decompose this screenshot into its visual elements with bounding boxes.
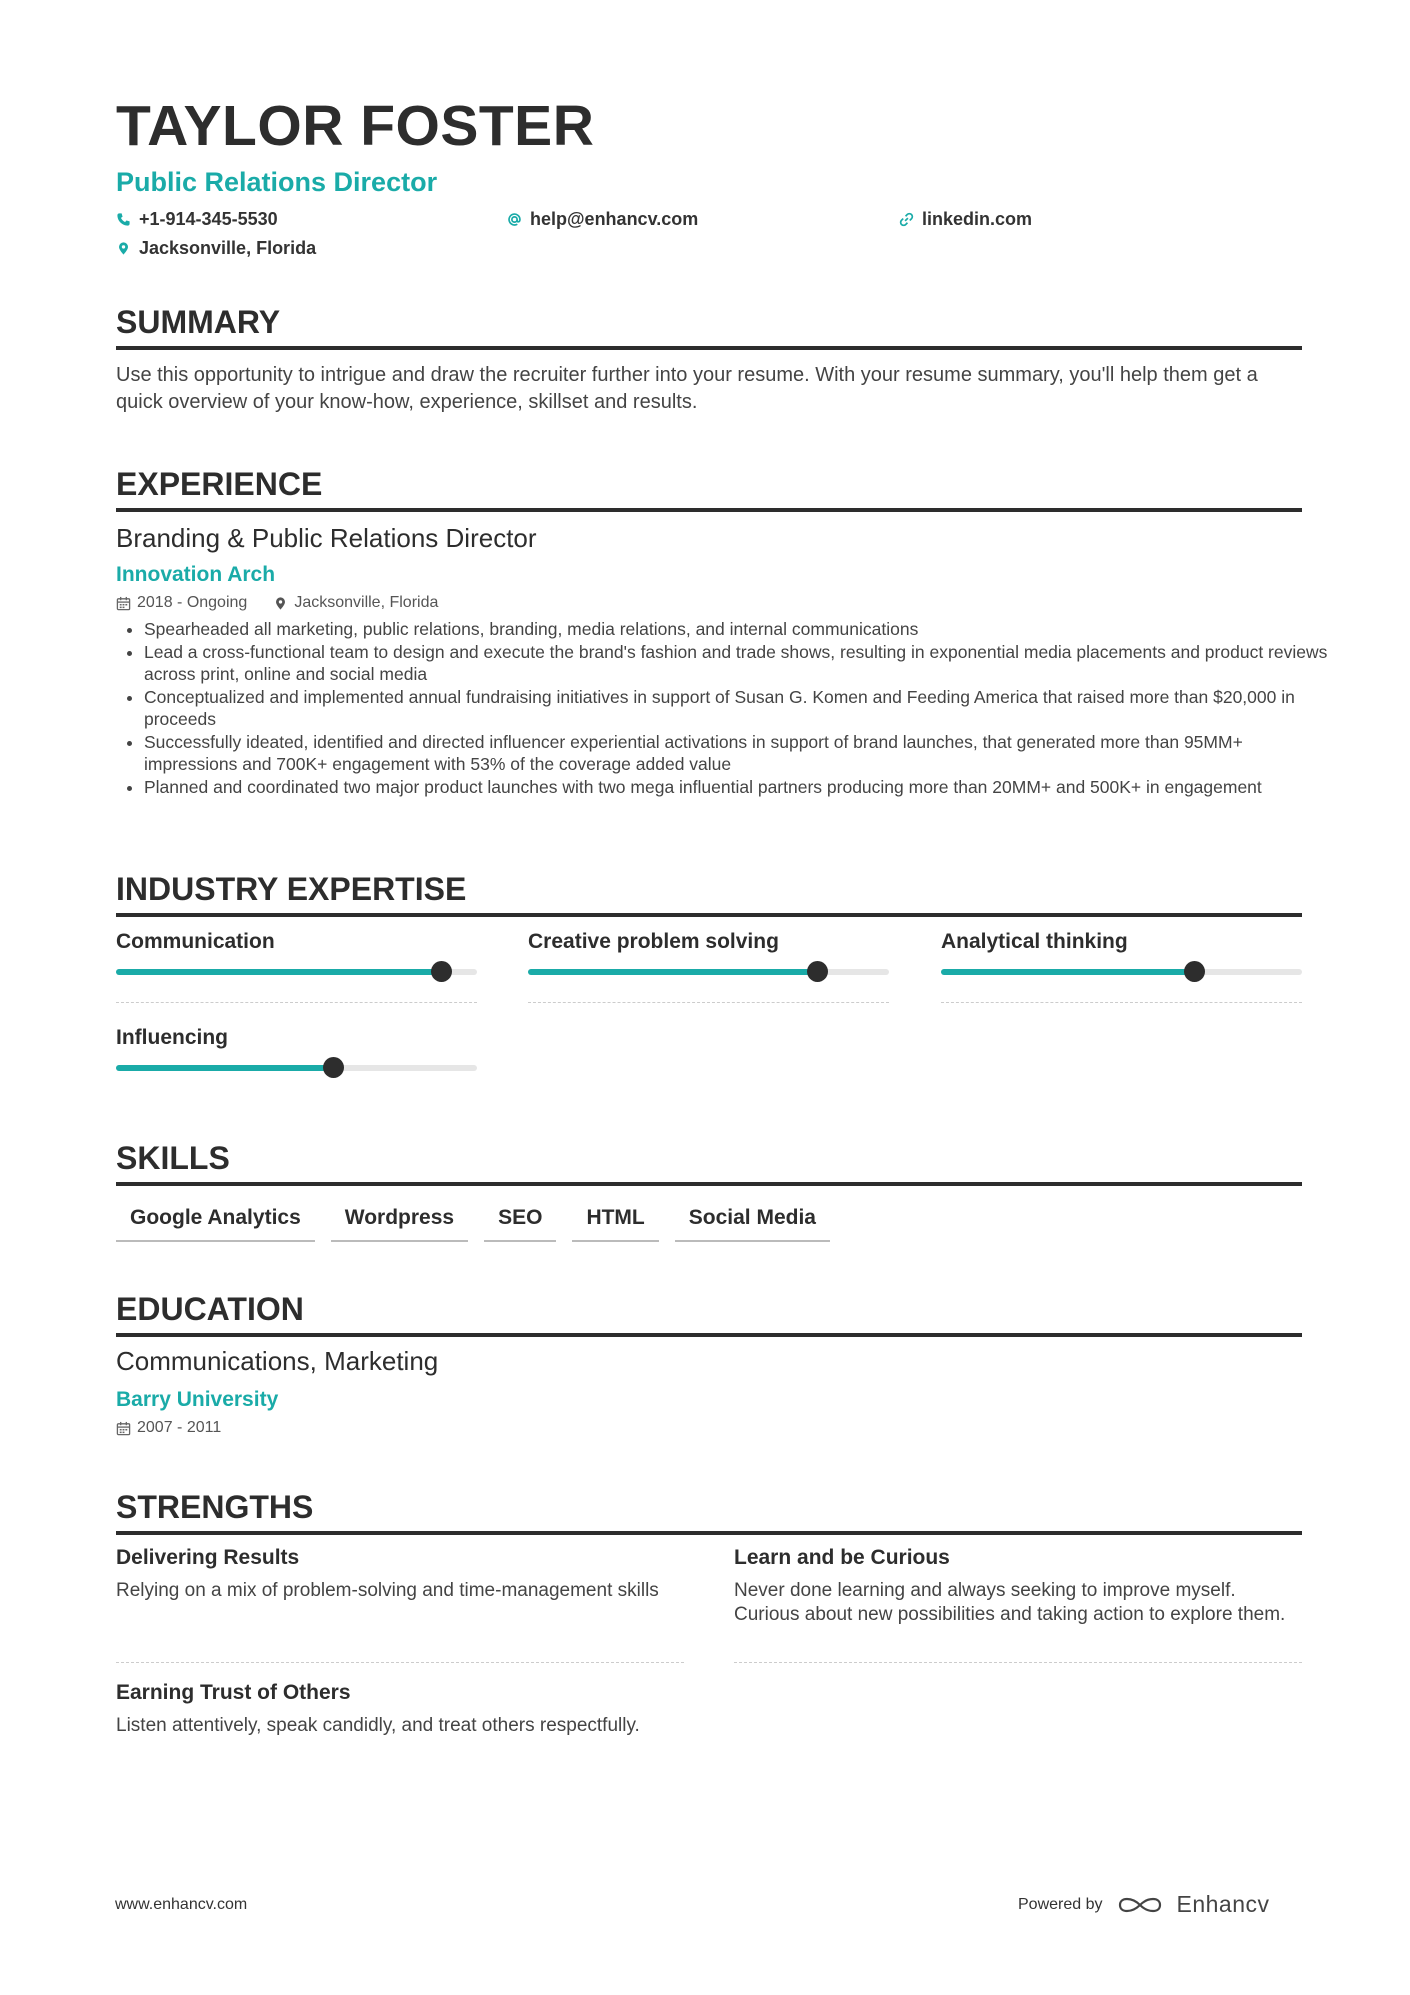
strength-item xyxy=(116,1681,684,1738)
divider xyxy=(941,1002,1302,1003)
location-text: Jacksonville, Florida xyxy=(139,238,317,258)
expertise-label: Analytical thinking xyxy=(941,930,1128,953)
education-heading: EDUCATION xyxy=(116,1292,1302,1337)
list-item: • Spearheaded all marketing, public relations, branding, media relations, and internal communications xyxy=(144,618,1330,641)
divider xyxy=(734,1662,1302,1663)
strength-title: Delivering Results xyxy=(116,1546,300,1569)
expertise-label: Communication xyxy=(116,930,275,953)
location-contact xyxy=(116,238,316,259)
calendar-icon xyxy=(116,596,131,611)
expertise-track xyxy=(528,969,889,975)
experience-heading: EXPERIENCE xyxy=(116,467,1302,512)
school-name: Barry University xyxy=(116,1388,279,1411)
expertise-item-creative-problem-solving xyxy=(528,930,889,960)
expertise-item-influencing xyxy=(116,1026,477,1056)
expertise-fill xyxy=(116,969,441,975)
enhancv-logo-icon xyxy=(1117,1893,1163,1917)
expertise-item-analytical-thinking xyxy=(941,930,1302,960)
at-icon xyxy=(507,212,522,227)
link-icon xyxy=(899,212,914,227)
divider xyxy=(528,1002,889,1003)
list-item: • Successfully ideated, identified and directed influencer experiential activations in support of brand launches, that generated more than 95MM+ impressions and 700K+ engagement with 53% of the coverage added value xyxy=(144,731,1330,776)
summary-text: Use this opportunity to intrigue and draw the recruiter further into your resume. With your resume summary, you'll help them get a quick overview of your know-how, experience, skillset and results. xyxy=(116,364,1258,413)
job-bullets xyxy=(116,618,1330,798)
expertise-fill xyxy=(116,1065,333,1071)
job-title: Branding & Public Relations Director xyxy=(116,523,537,553)
expertise-fill xyxy=(528,969,817,975)
strength-description: Listen attentively, speak candidly, and treat others respectfully. xyxy=(116,1715,640,1736)
company-name: Innovation Arch xyxy=(116,563,276,586)
location-pin-icon xyxy=(273,596,288,611)
divider xyxy=(116,1002,477,1003)
skills-heading: SKILLS xyxy=(116,1141,1302,1186)
skill-tag: Wordpress xyxy=(331,1204,468,1242)
footer-website-link[interactable]: www.enhancv.com xyxy=(115,1896,248,1913)
website-text[interactable]: linkedin.com xyxy=(922,209,1033,229)
expertise-knob xyxy=(431,961,452,982)
expertise-label: Creative problem solving xyxy=(528,930,779,953)
skill-tag: SEO xyxy=(484,1204,556,1242)
expertise-knob xyxy=(807,961,828,982)
list-item: • Planned and coordinated two major product launches with two mega influential partners producing more than 20MM+ and 500K+ in engagement xyxy=(144,776,1330,799)
phone-icon xyxy=(116,212,131,227)
email-contact[interactable] xyxy=(507,209,698,230)
brand-name: Enhancv xyxy=(1176,1891,1270,1917)
powered-by-label: Powered by xyxy=(1018,1895,1103,1913)
expertise-track xyxy=(941,969,1302,975)
job-location: Jacksonville, Florida xyxy=(294,594,439,611)
strength-title: Learn and be Curious xyxy=(734,1546,950,1569)
candidate-title: Public Relations Director xyxy=(116,167,438,197)
skill-tag: Social Media xyxy=(675,1204,830,1242)
expertise-knob xyxy=(323,1057,344,1078)
expertise-heading: INDUSTRY EXPERTISE xyxy=(116,872,1302,917)
expertise-label: Influencing xyxy=(116,1026,228,1049)
list-item: • Lead a cross-functional team to design and execute the brand's fashion and trade shows, resulting in exponential media placements and product reviews across print, online and social media xyxy=(144,641,1330,686)
strength-title: Earning Trust of Others xyxy=(116,1681,351,1704)
degree-title: Communications, Marketing xyxy=(116,1346,439,1376)
calendar-icon xyxy=(116,1421,131,1436)
divider xyxy=(116,1662,684,1663)
expertise-item-communication xyxy=(116,930,477,960)
phone-text: +1-914-345-5530 xyxy=(139,209,278,229)
expertise-track xyxy=(116,1065,477,1071)
email-text[interactable]: help@enhancv.com xyxy=(530,209,699,229)
job-dates: 2018 - Ongoing xyxy=(137,594,248,611)
summary-heading: SUMMARY xyxy=(116,305,1302,350)
job-meta xyxy=(116,594,438,612)
list-item: • Conceptualized and implemented annual fundraising initiatives in support of Susan G. Komen and Feeding America that raised more than $20,000 in proceeds xyxy=(144,686,1330,731)
expertise-knob xyxy=(1184,961,1205,982)
skill-tag: Google Analytics xyxy=(116,1204,315,1242)
strengths-heading: STRENGTHS xyxy=(116,1490,1302,1535)
footer-branding xyxy=(1018,1891,1270,1918)
skill-tag: HTML xyxy=(572,1204,658,1242)
expertise-fill xyxy=(941,969,1194,975)
location-pin-icon xyxy=(116,241,131,256)
strength-description: Relying on a mix of problem-solving and time-management skills xyxy=(116,1580,659,1601)
skills-list xyxy=(116,1204,830,1242)
phone-contact xyxy=(116,209,278,230)
education-meta xyxy=(116,1419,221,1437)
expertise-track xyxy=(116,969,477,975)
strength-item xyxy=(116,1546,684,1603)
education-dates: 2007 - 2011 xyxy=(137,1419,222,1436)
candidate-name: TAYLOR FOSTER xyxy=(116,94,595,158)
website-contact[interactable] xyxy=(899,209,1032,230)
strength-description: Never done learning and always seeking to improve myself. Curious about new possibilities and taking action to explore them. xyxy=(734,1580,1286,1625)
strength-item xyxy=(734,1546,1302,1627)
